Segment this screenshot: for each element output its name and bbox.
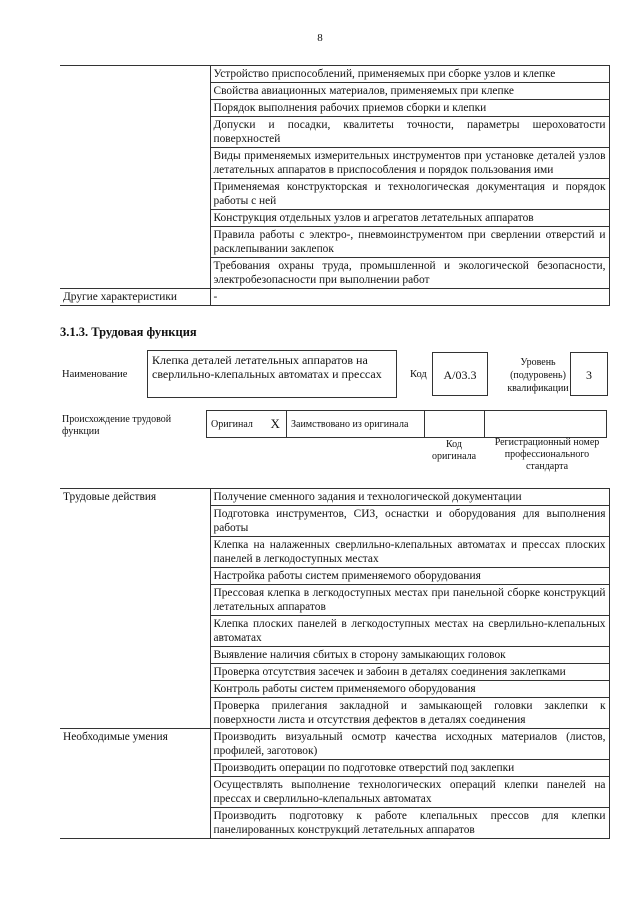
labor-actions-label: Трудовые действия [60, 489, 210, 729]
original-code-caption: Код оригинала [431, 439, 477, 462]
labor-action-item: Контроль работы систем применяемого оборудования [210, 681, 609, 698]
page-number: 8 [317, 32, 323, 44]
original-mark: X [265, 411, 287, 438]
level-value-box: 3 [570, 352, 608, 396]
borrowed-label: Заимствовано из оригинала [287, 411, 425, 438]
function-name-box: Клепка деталей летательных аппаратов на сверлильно-клепальных автоматах и прессах [147, 350, 397, 398]
original-code-cell [425, 411, 485, 438]
knowledge-item: Требования охраны труда, промышленной и экологической безопасности, электробезопасности при выполнении работ [210, 258, 609, 289]
level-label: Уровень (подуровень) квалификации [507, 357, 569, 394]
origin-row [206, 410, 607, 438]
empty-label-cell [60, 66, 210, 289]
labor-action-item: Клепка на налаженных сверлильно-клепальных автоматах и прессах плоских панелей в легкодоступных местах [210, 537, 609, 568]
labor-action-item: Настройка работы систем применяемого оборудования [210, 568, 609, 585]
knowledge-item: Виды применяемых измерительных инструментов при установке деталей узлов летательных аппаратов в приспособления и порядок пользования ими [210, 148, 609, 179]
labor-action-item: Клепка плоских панелей в легкодоступных местах на сверлильно-клепальных автоматах [210, 616, 609, 647]
skill-item: Производить операции по подготовке отверстий под заклепки [210, 760, 609, 777]
knowledge-table [60, 65, 610, 306]
actions-table [60, 488, 610, 839]
labor-action-item: Прессовая клепка в легкодоступных местах при панельной сборке конструкций летательных аппаратов [210, 585, 609, 616]
labor-action-item: Подготовка инструментов, СИЗ, оснастки и оборудования для выполнения работы [210, 506, 609, 537]
section-title: 3.1.3. Трудовая функция [60, 325, 197, 339]
knowledge-item: Применяемая конструкторская и технологическая документация и порядок работы с ней [210, 179, 609, 210]
labor-action-item: Выявление наличия сбитых в сторону замыкающих головок [210, 647, 609, 664]
other-characteristics-label: Другие характеристики [60, 289, 210, 306]
name-label: Наименование [62, 369, 128, 380]
skill-item: Производить визуальный осмотр качества исходных материалов (листов, профилей, заготовок) [210, 729, 609, 760]
labor-action-item: Получение сменного задания и технологической документации [210, 489, 609, 506]
knowledge-item: Допуски и посадки, квалитеты точности, параметры шероховатости поверхностей [210, 117, 609, 148]
function-code-box: А/03.3 [432, 352, 488, 396]
registration-number-caption: Регистрационный номер профессионального стандарта [494, 437, 600, 472]
other-characteristics-value: - [210, 289, 609, 306]
knowledge-item: Свойства авиационных материалов, применяемых при клепке [210, 83, 609, 100]
origin-label: Происхождение трудовой функции [62, 414, 172, 437]
skill-item: Производить подготовку к работе клепальных прессов для клепки панелированных конструкций летательных аппаратов [210, 808, 609, 839]
labor-action-item: Проверка прилегания закладной и замыкающей головки заклепки к поверхности листа и отсутствия дефектов в деталях соединения [210, 698, 609, 729]
knowledge-item: Порядок выполнения рабочих приемов сборки и клепки [210, 100, 609, 117]
knowledge-item: Устройство приспособлений, применяемых при сборке узлов и клепке [210, 66, 609, 83]
knowledge-item: Правила работы с электро-, пневмоинструментом при сверлении отверстий и расклепывании заклепок [210, 227, 609, 258]
skill-item: Осуществлять выполнение технологических операций клепки панелей на прессах и сверлильно-клепальных автоматах [210, 777, 609, 808]
registration-number-cell [485, 411, 607, 438]
required-skills-label: Необходимые умения [60, 729, 210, 839]
original-label: Оригинал [207, 411, 265, 438]
knowledge-item: Конструкция отдельных узлов и агрегатов летательных аппаратов [210, 210, 609, 227]
labor-action-item: Проверка отсутствия засечек и забоин в деталях соединения заклепками [210, 664, 609, 681]
code-label: Код [410, 369, 427, 380]
